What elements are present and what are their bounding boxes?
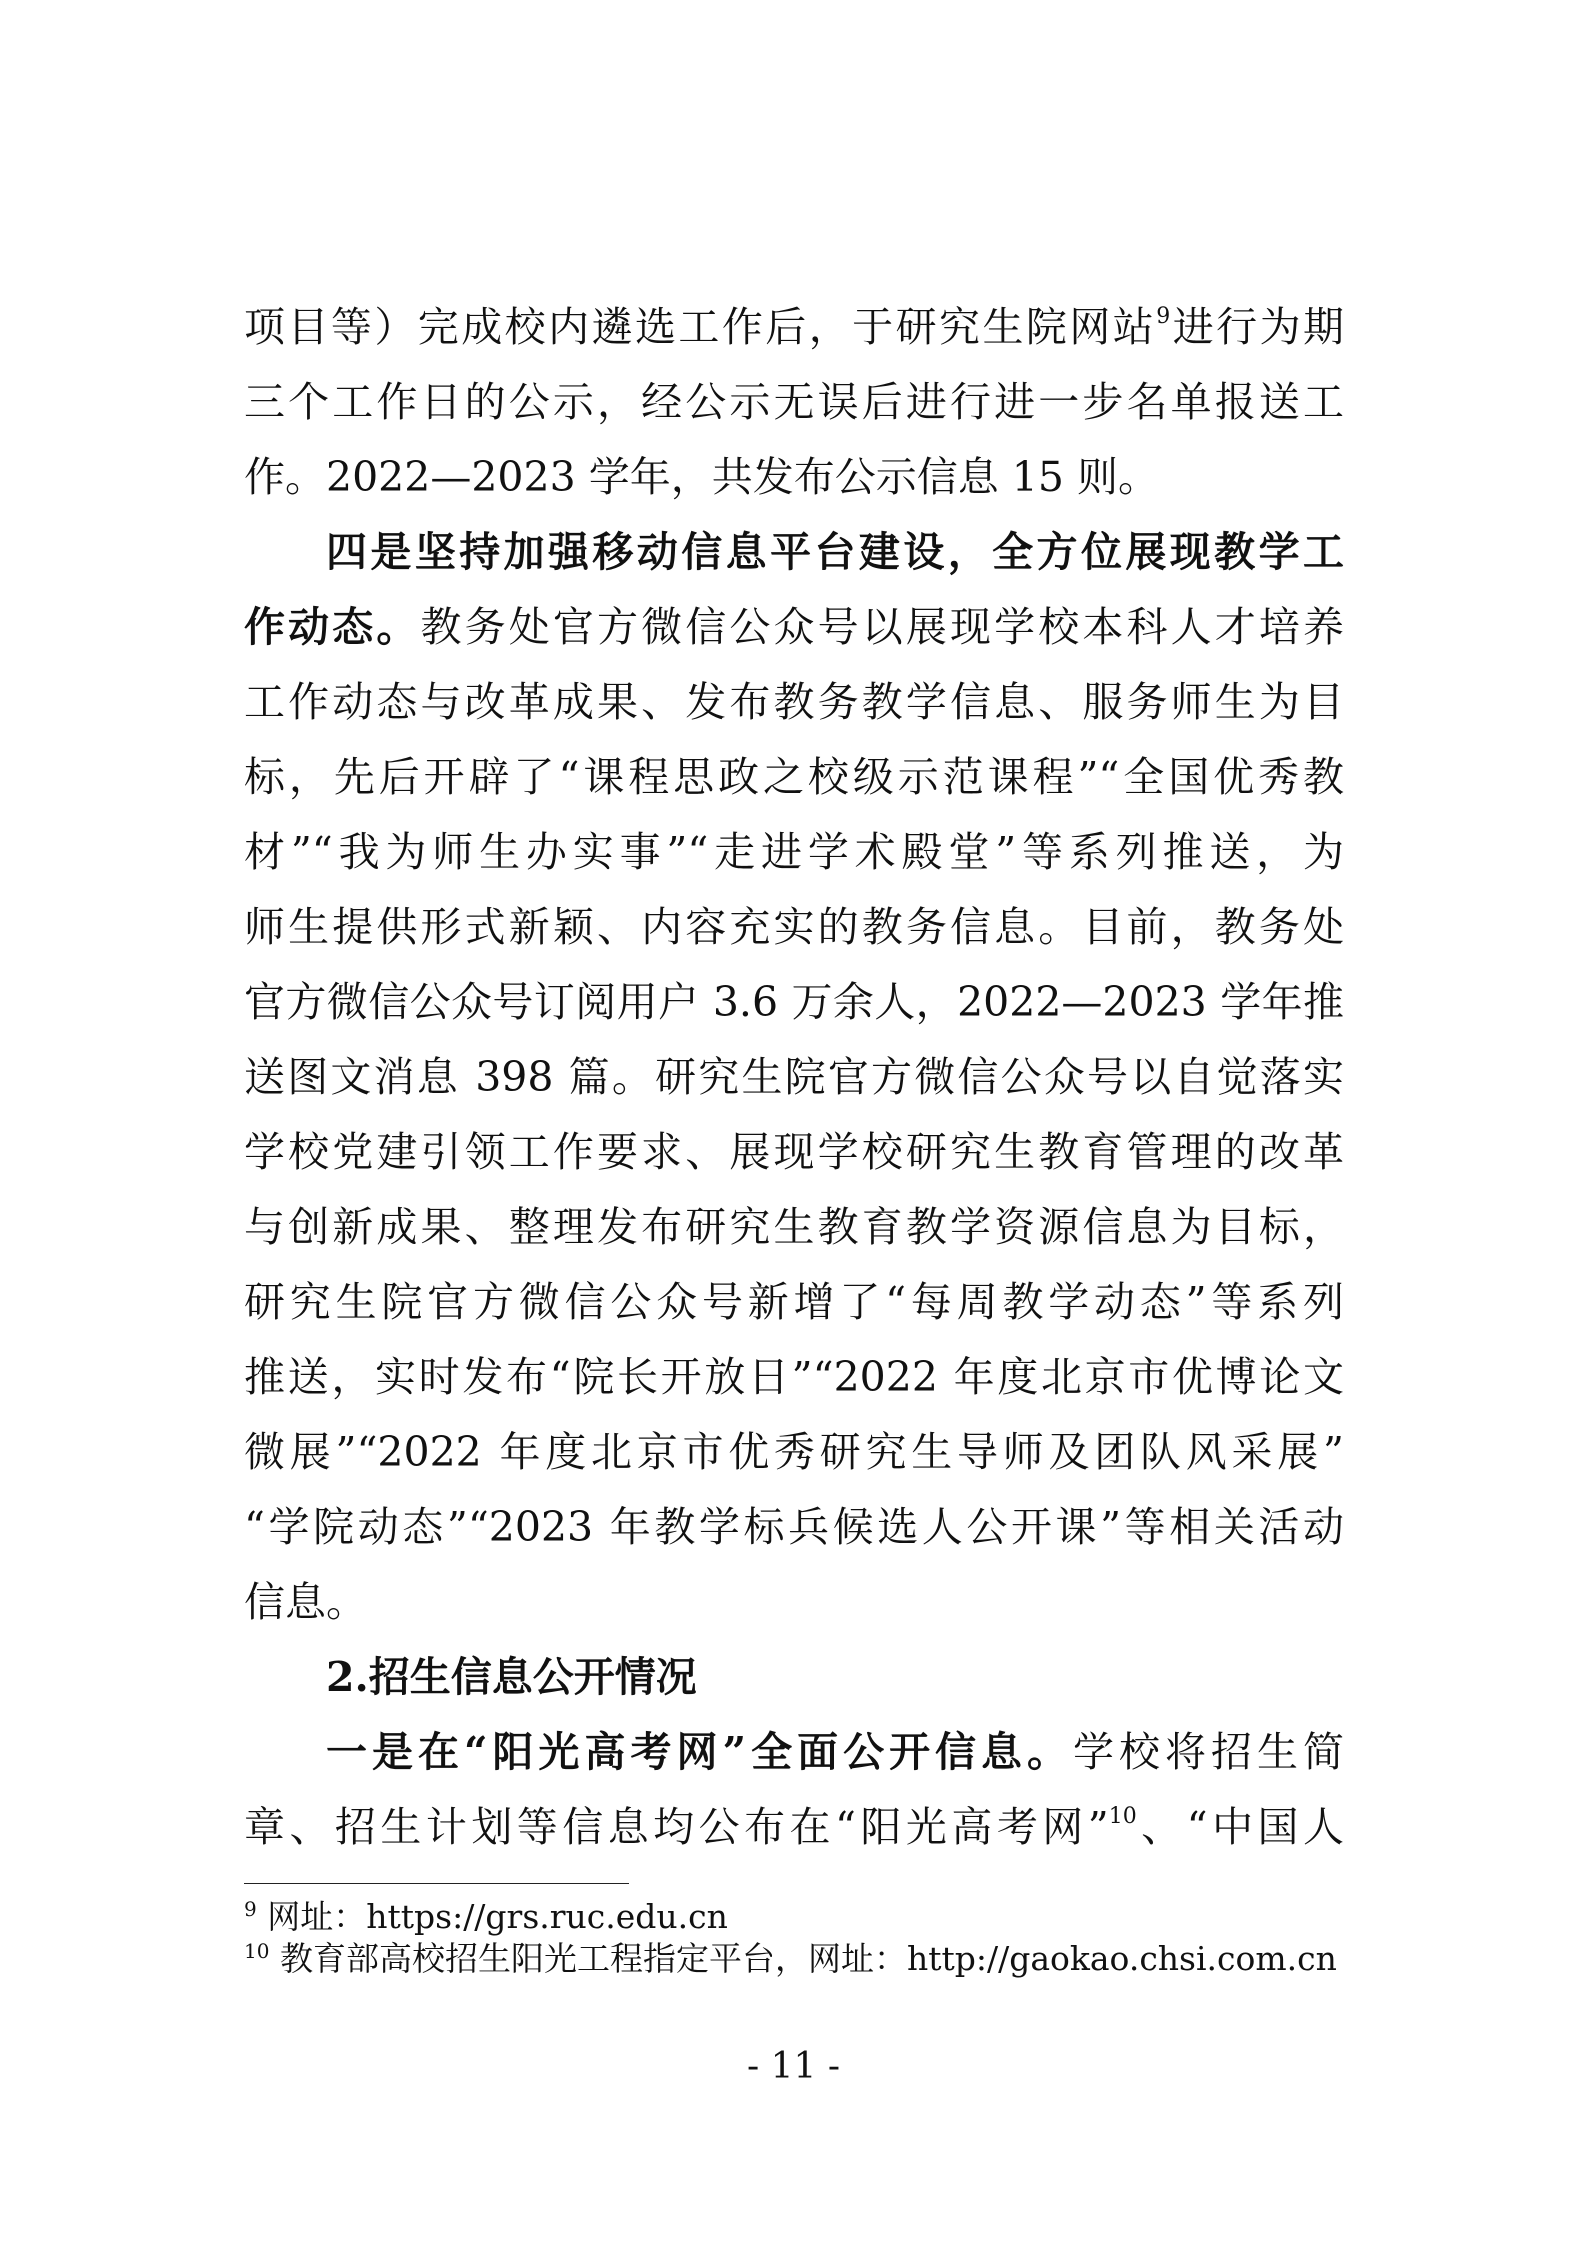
- bold-heading-span: 一是在“阳光高考网”全面公开信息。: [326, 1728, 1074, 1776]
- bold-heading-span: 四是坚持加强移动信息平台建设，全方位展现教学工: [326, 528, 1344, 576]
- text-span: 学校党建引领工作要求、展现学校研究生教育管理的改革: [244, 1128, 1344, 1176]
- paragraph-line: [244, 365, 1344, 440]
- body-text: [244, 290, 1344, 1865]
- text-span: 送图文消息 398 篇。研究生院官方微信公众号以自觉落实: [244, 1053, 1344, 1101]
- paragraph-line: [244, 1265, 1344, 1340]
- paragraph-line: [244, 1115, 1344, 1190]
- text-span: 教务处官方微信公众号以展现学校本科人才培养: [420, 603, 1344, 651]
- paragraph-line: [244, 1790, 1344, 1865]
- text-span: 与创新成果、整理发布研究生教育教学资源信息为目标，: [244, 1203, 1344, 1251]
- paragraph-line: [244, 590, 1344, 665]
- text-span: 信息。: [244, 1578, 367, 1626]
- text-span: 进行为期: [1170, 303, 1345, 351]
- paragraph-line: [244, 1415, 1344, 1490]
- paragraph-line: [244, 1490, 1344, 1565]
- footnote-ref: 9: [1156, 304, 1171, 329]
- text-span: 、“中国人: [1136, 1803, 1344, 1851]
- paragraph-line: [244, 815, 1344, 890]
- text-span: 项目等）完成校内遴选工作后，于研究生院网站: [244, 303, 1157, 351]
- section-heading: [244, 1640, 1344, 1715]
- text-span: “学院动态”“2023 年教学标兵候选人公开课”等相关活动: [244, 1503, 1344, 1551]
- text-span: 章、招生计划等信息均公布在“阳光高考网”: [244, 1803, 1109, 1851]
- paragraph-line: [244, 290, 1344, 365]
- page-number: - 11 -: [746, 2046, 841, 2087]
- paragraph-line: [244, 1040, 1344, 1115]
- paragraph-line: [244, 1340, 1344, 1415]
- text-span: 材”“我为师生办实事”“走进学术殿堂”等系列推送，为: [244, 828, 1344, 876]
- footnote-text: 教育部高校招生阳光工程指定平台，网址：http://gaokao.chsi.com.cn: [279, 1939, 1337, 1978]
- footnote-ref: 10: [1108, 1804, 1137, 1829]
- footnotes: [244, 1896, 1344, 1980]
- paragraph-line: [244, 740, 1344, 815]
- paragraph-line: [244, 515, 1344, 590]
- text-span: 微展”“2022 年度北京市优秀研究生导师及团队风采展”: [244, 1428, 1344, 1476]
- section-heading-text: 2.招生信息公开情况: [326, 1653, 697, 1701]
- text-span: 师生提供形式新颖、内容充实的教务信息。目前，教务处: [244, 903, 1344, 951]
- paragraph-line: [244, 1715, 1344, 1790]
- footnote-number: 9: [244, 1897, 257, 1921]
- footnote-divider: [244, 1883, 629, 1884]
- footnote-text: 网址：https://grs.ruc.edu.cn: [267, 1897, 728, 1936]
- text-span: 工作动态与改革成果、发布教务教学信息、服务师生为目: [244, 678, 1344, 726]
- paragraph-line: [244, 665, 1344, 740]
- paragraph-line: [244, 1190, 1344, 1265]
- footnote: [244, 1938, 1344, 1980]
- bold-heading-span: 作动态。: [244, 603, 421, 651]
- paragraph-line: [244, 440, 1344, 515]
- text-span: 推送，实时发布“院长开放日”“2022 年度北京市优博论文: [244, 1353, 1344, 1401]
- text-span: 标，先后开辟了“课程思政之校级示范课程”“全国优秀教: [244, 753, 1344, 801]
- footnote: [244, 1896, 1344, 1938]
- text-span: 作。2022—2023 学年，共发布公示信息 15 则。: [244, 453, 1159, 501]
- paragraph-line: [244, 965, 1344, 1040]
- text-span: 三个工作日的公示，经公示无误后进行进一步名单报送工: [244, 378, 1344, 426]
- footnote-number: 10: [244, 1939, 270, 1963]
- text-span: 学校将招生简: [1073, 1728, 1345, 1776]
- text-span: 研究生院官方微信公众号新增了“每周教学动态”等系列: [244, 1278, 1344, 1326]
- paragraph-line: [244, 1565, 1344, 1640]
- text-span: 官方微信公众号订阅用户 3.6 万余人，2022—2023 学年推: [244, 978, 1344, 1026]
- paragraph-line: [244, 890, 1344, 965]
